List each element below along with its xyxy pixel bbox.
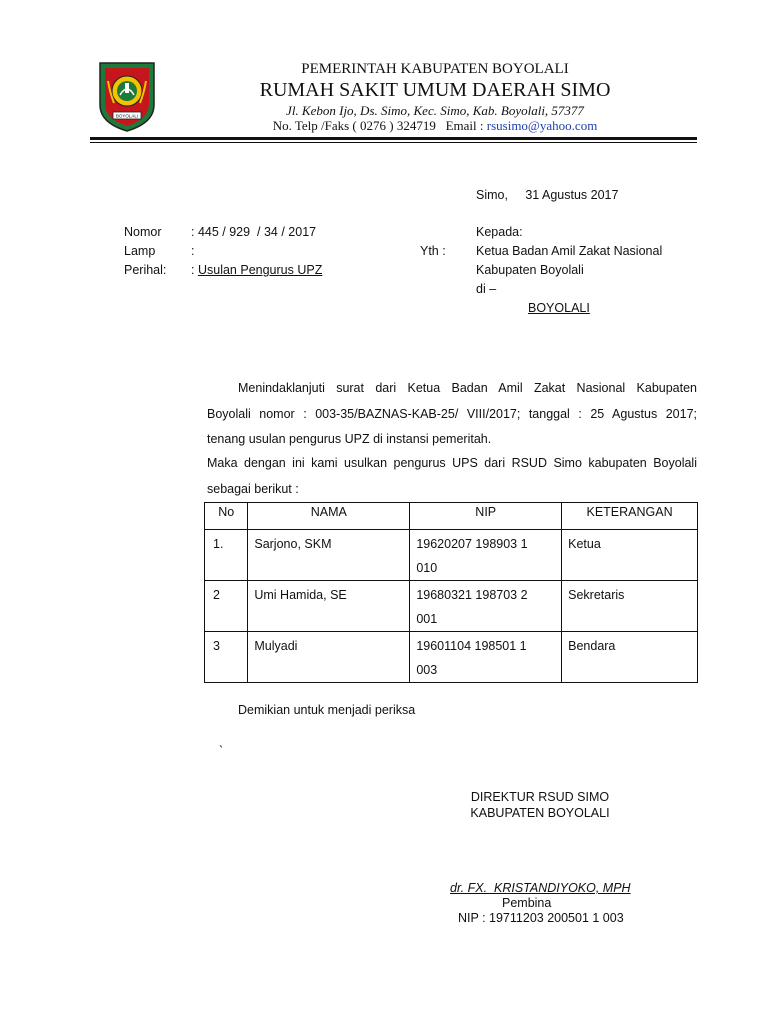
phone-text: No. Telp /Faks ( 0276 ) 324719	[272, 118, 436, 133]
hospital-contact	[0, 118, 768, 134]
cell-no: 1.	[205, 530, 248, 581]
email-label: Email :	[445, 118, 484, 133]
table-header-row	[205, 503, 698, 530]
place-date: Simo, 31 Agustus 2017	[476, 188, 619, 202]
table-row	[205, 632, 698, 683]
cell-no: 3	[205, 632, 248, 683]
pengurus-table	[204, 502, 698, 683]
perihal-label: Perihal:	[124, 263, 167, 277]
yth-label: Yth :	[420, 244, 446, 258]
nip-part: 19601104 198501 1	[416, 639, 527, 653]
recipient-city: BOYOLALI	[528, 301, 590, 315]
perihal-colon: :	[191, 263, 195, 277]
cell-nip	[410, 530, 562, 581]
cell-nama: Umi Hamida, SE	[248, 581, 410, 632]
lamp-value: :	[191, 244, 195, 258]
nip-part: 003	[416, 663, 438, 677]
cell-nip	[410, 632, 562, 683]
kepada-label: Kepada:	[476, 225, 523, 239]
perihal-field	[191, 263, 322, 277]
table-row	[205, 581, 698, 632]
closing-sentence: Demikian untuk menjadi periksa	[238, 703, 416, 717]
cell-nama: Mulyadi	[248, 632, 410, 683]
nip-part: 001	[416, 612, 438, 626]
cell-keterangan: Sekretaris	[562, 581, 698, 632]
table-row	[205, 530, 698, 581]
nip-part: 19620207 198903 1	[416, 537, 528, 551]
email-link[interactable]: rsusimo@yahoo.com	[486, 118, 598, 133]
nip-part: 19680321 198703 2	[416, 588, 528, 602]
signatory-title: KABUPATEN BOYOLALI	[470, 806, 610, 820]
cell-nip	[410, 581, 562, 632]
signatory-title: DIREKTUR RSUD SIMO	[470, 790, 610, 804]
nomor-label: Nomor	[124, 225, 162, 239]
hospital-address: Jl. Kebon Ijo, Ds. Simo, Kec. Simo, Kab. Boyolali, 57377	[286, 103, 584, 118]
government-name: PEMERINTAH KABUPATEN BOYOLALI	[301, 61, 569, 77]
cell-keterangan: Bendara	[562, 632, 698, 683]
cell-keterangan: Ketua	[562, 530, 698, 581]
cell-nama: Sarjono, SKM	[248, 530, 410, 581]
nomor-value: : 445 / 929 / 34 / 2017	[191, 225, 317, 239]
column-header-nip: NIP	[410, 503, 562, 530]
signatory-nip: NIP : 19711203 200501 1 003	[458, 911, 624, 925]
stray-mark: `	[219, 744, 224, 758]
body-line: Maka dengan ini kami usulkan pengurus UPS dari RSUD Simo kabupaten Boyolali	[207, 456, 697, 470]
hospital-name: RUMAH SAKIT UMUM DAERAH SIMO	[259, 79, 611, 101]
lamp-label: Lamp	[124, 244, 156, 258]
letterhead-divider-thin	[90, 142, 697, 143]
body-line: sebagai berikut :	[207, 482, 299, 496]
signatory-rank: Pembina	[502, 896, 552, 910]
logo-banner-text: BOYOLALI	[115, 113, 139, 119]
nip-part: 010	[416, 561, 438, 575]
signatory-name: dr. FX. KRISTANDIYOKO, MPH	[450, 881, 631, 895]
perihal-value: Usulan Pengurus UPZ	[197, 263, 323, 277]
cell-no: 2	[205, 581, 248, 632]
recipient-line: di –	[476, 282, 497, 296]
recipient-line: Ketua Badan Amil Zakat Nasional	[476, 244, 663, 258]
column-header-nama: NAMA	[248, 503, 410, 530]
column-header-keterangan: KETERANGAN	[562, 503, 698, 530]
body-line: Menindaklanjuti surat dari Ketua Badan Amil Zakat Nasional Kabupaten	[238, 381, 697, 395]
column-header-no: No	[205, 503, 248, 530]
body-line: Boyolali nomor : 003-35/BAZNAS-KAB-25/ VIII/2017; tanggal : 25 Agustus 2017;	[207, 407, 697, 421]
body-line: tenang usulan pengurus UPZ di instansi pemeritah.	[207, 432, 492, 446]
recipient-line: Kabupaten Boyolali	[476, 263, 584, 277]
letterhead-divider-thick	[90, 137, 697, 140]
